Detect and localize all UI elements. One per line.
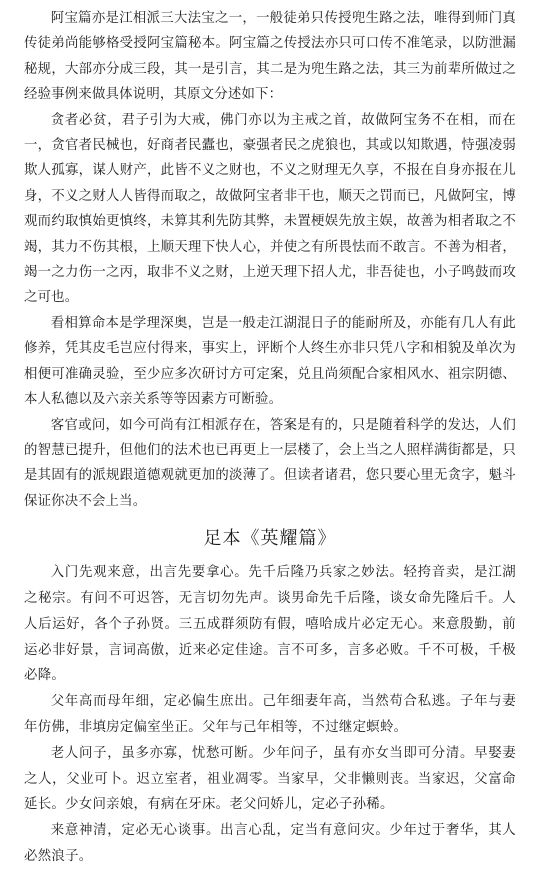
paragraph: 看相算命本是学理深奥，岂是一般走江湖混日子的能耐所及，亦能有几人有此修养，凭其皮毛岂应付得来，事实上，评断个人终生亦非只凭八字和相貌及单次为相便可准确灵验，至少应多次研讨方可定案，兑且尚须配合家相风水、祖宗阴德、本人私德以及六亲关系等等因素方可断验。 (24, 315, 516, 408)
paragraph: 来意神清，定必无心谈事。出言心乱，定当有意问灾。少年过于奢华，其人必然浪子。 (24, 823, 516, 864)
paragraph: 阿宝篇亦是江相派三大法宝之一，一般徒弟只传授兜生路之法，唯得到师门真传徒弟尚能够格受授阿宝篇秘本。阿宝篇之传授法亦只可口传不准笔录，以防泄漏秘规，大部亦分成三段，其一是引言，其二是为兜生路之法，其三为前辈所做过之经验事例来做具体说明，其原文分述如下： (24, 11, 516, 103)
paragraph: 入门先观来意，出言先要拿心。先千后隆乃兵家之妙法。轻挎音卖，是江湖之秘宗。有问不可迟答，无言切勿先声。谈男命先千后隆，谈女命先隆后千。人人后运好，各个子孙贤。三五成群须防有假，嘻哈成片必定无心。来意殷勤，前运必非好景，言词高傲，近来必定佳途。言不可多，言多必败。千不可极，千极必降。 (24, 565, 516, 684)
paragraph: 老人问子，虽多亦寡，忧愁可断。少年问子，虽有亦女当即可分清。早娶妻之人，父业可卜。迟立室者，祖业凋零。当家早，父非懒则丧。当家迟，父富命延长。少女问亲娘，有病在牙床。老父问娇儿，定必子孙稀。 (24, 745, 516, 813)
paragraph: 父年高而母年细，定必偏生庶出。己年细妻年高，当然苟合私逃。子年与妻年仿佛，非填房定偏室坐正。父年与己年相等，不过继定螟蛉。 (24, 694, 516, 735)
yingyao-section (24, 560, 516, 870)
paragraph: 贪者必贫，君子引为大戒，佛门亦以为主戒之首，故做阿宝务不在相，而在一，贪官者民械也，好商者民蠹也，豪强者民之虎狼也，其或以知欺遇，恃强凌弱欺人孤寡，谋人财产，此皆不义之财也，不义之财理无久享，不报在自身亦报在儿身，不义之财人人皆得而取之，故做阿宝者非干也，顺天之罚而已，凡做阿宝，博观而约取慎始更慎终，未算其利先防其弊，未置梗娱先放主娱，故善为相者取之不竭，其力不伤其根，上顺天理下快人心，并使之有所畏怯而不敢言。不善为相者，竭一之力伤一之丙，取非不义之财，上逆天理下招人尤，非吾徒也，小子鸣鼓而攻之可也。 (24, 112, 516, 306)
abao-section (24, 6, 516, 514)
paragraph: 客官或问，如今可尚有江相派存在，答案是有的，只是随着科学的发达，人们的智慧已提升，但他们的法术也已再更上一层楼了，会上当之人照样满街都是，只是其固有的派规跟道德观就更加的淡薄了。但读者诸君，您只要心里无贪字，魁斗保证你决不会上当。 (24, 417, 516, 509)
document-page (24, 6, 516, 870)
section-title: 足本《英耀篇》 (203, 528, 337, 550)
